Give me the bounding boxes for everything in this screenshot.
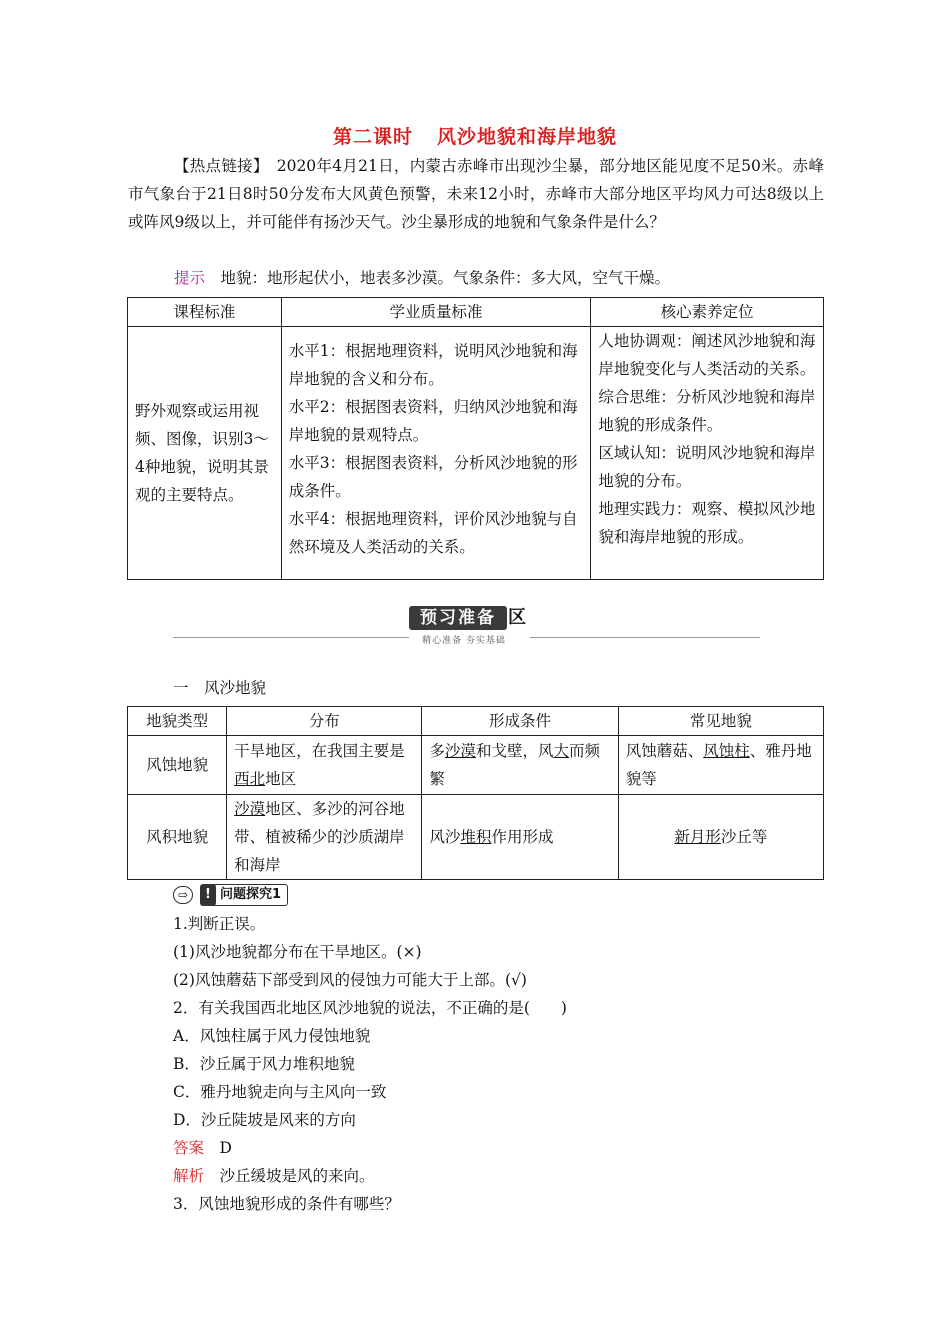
underlined-span: 大 xyxy=(553,742,569,760)
analysis-line xyxy=(173,1162,823,1190)
page-title xyxy=(0,122,950,149)
question-2: 2．有关我国西北地区风沙地貌的说法，不正确的是( ) xyxy=(173,999,567,1017)
text-span: 多 xyxy=(429,742,445,760)
intro-paragraph xyxy=(128,152,824,236)
underlined-span: 沙漠 xyxy=(234,800,266,818)
header-course: 课程标准 xyxy=(128,298,282,327)
text-span: 、雅丹地貌等 xyxy=(625,742,812,788)
text-span: 风沙 xyxy=(429,828,461,846)
hint-label: 提示 xyxy=(174,269,206,287)
standards-header-row xyxy=(128,298,824,327)
answer-value: D xyxy=(219,1139,232,1157)
analysis-text: 沙丘缓坡是风的来向。 xyxy=(219,1167,375,1185)
text-span: 风蚀蘑菇、 xyxy=(625,742,704,760)
table-row xyxy=(128,795,824,880)
table-row xyxy=(128,736,824,795)
underlined-span: 堆积 xyxy=(460,828,492,846)
text-span: 和戈壁，风 xyxy=(475,742,554,760)
quality-level-1: 水平1：根据地理资料，说明风沙地貌和海岸地貌的含义和分布。 xyxy=(288,342,578,388)
lf-cond xyxy=(422,736,618,795)
banner-qu: 区 xyxy=(508,607,526,628)
lf-type: 风蚀地貌 xyxy=(128,736,227,795)
analysis-label: 解析 xyxy=(173,1167,205,1185)
explore-label-box xyxy=(201,884,288,906)
quality-standard-cell xyxy=(281,327,591,580)
lf-type: 风积地貌 xyxy=(128,795,227,880)
answer-line xyxy=(173,1134,823,1162)
option-a: A．风蚀柱属于风力侵蚀地貌 xyxy=(173,1027,371,1045)
exclamation-icon: ! xyxy=(200,884,216,906)
quality-level-2: 水平2：根据图表资料，归纳风沙地貌和海岸地貌的景观特点。 xyxy=(288,398,578,444)
intro-tag: 【热点链接】 xyxy=(174,157,261,175)
header-literacy: 核心素养定位 xyxy=(591,298,824,327)
lf-header-common: 常见地貌 xyxy=(618,707,823,736)
lf-common xyxy=(618,736,823,795)
explore-label: 问题探究1 xyxy=(220,887,282,902)
lf-common xyxy=(618,795,823,880)
arrow-right-icon: ⇨ xyxy=(173,886,193,904)
banner-line-left xyxy=(173,637,409,638)
title-part2: 风沙地貌和海岸地貌 xyxy=(437,126,618,148)
standards-body-row xyxy=(128,327,824,580)
text-span: 干旱地区，在我国主要是 xyxy=(234,742,405,760)
lf-header-cond: 形成条件 xyxy=(422,707,618,736)
underlined-span: 新月形 xyxy=(674,828,721,846)
question-1a: (1)风沙地貌都分布在干旱地区。(×) xyxy=(173,943,422,961)
lf-dist xyxy=(227,795,422,880)
literacy-3: 区域认知：说明风沙地貌和海岸地貌的分布。 xyxy=(598,444,816,490)
question-3: 3．风蚀地貌形成的条件有哪些？ xyxy=(173,1195,400,1213)
banner-subtitle: 精心准备 夯实基础 xyxy=(409,633,519,646)
header-quality: 学业质量标准 xyxy=(281,298,591,327)
question-1: 1.判断正误。 xyxy=(173,915,266,933)
hint-line xyxy=(128,264,824,292)
option-d: D．沙丘陡坡是风来的方向 xyxy=(173,1111,356,1129)
underlined-span: 西北 xyxy=(234,770,266,788)
text-span: 地区、多沙的河谷地带、植被稀少的沙质湖岸和海岸 xyxy=(234,800,405,874)
underlined-span: 沙漠 xyxy=(444,742,476,760)
underlined-span: 风蚀柱 xyxy=(703,742,750,760)
literacy-cell xyxy=(591,327,824,580)
hint-text: 地貌：地形起伏小，地表多沙漠。气象条件：多大风，空气干燥。 xyxy=(220,269,671,287)
answer-label: 答案 xyxy=(173,1139,205,1157)
question-1b: (2)风蚀蘑菇下部受到风的侵蚀力可能大于上部。(√) xyxy=(173,971,527,989)
text-span: 沙丘等 xyxy=(720,828,768,846)
quality-level-3: 水平3：根据图表资料，分析风沙地貌的形成条件。 xyxy=(288,454,578,500)
section-title: 一 风沙地貌 xyxy=(173,679,267,697)
literacy-2: 综合思维：分析风沙地貌和海岸地貌的形成条件。 xyxy=(598,388,816,434)
literacy-4: 地理实践力：观察、模拟风沙地貌和海岸地貌的形成。 xyxy=(598,500,816,546)
banner-line-right xyxy=(530,637,760,638)
lf-header-dist: 分布 xyxy=(227,707,422,736)
text-span: 作用形成 xyxy=(491,828,554,846)
text-span: 地区 xyxy=(265,770,297,788)
lf-cond xyxy=(422,795,618,880)
banner-title: 预习准备 xyxy=(409,606,507,630)
lf-dist xyxy=(227,736,422,795)
option-b: B．沙丘属于风力堆积地貌 xyxy=(173,1055,355,1073)
title-part1: 第二课时 xyxy=(332,126,413,148)
landform-header-row xyxy=(128,707,824,736)
text-span: 而频繁 xyxy=(429,742,600,788)
course-standard-cell: 野外观察或运用视频、图像，识别3～4种地貌，说明其景观的主要特点。 xyxy=(128,327,282,580)
landform-table xyxy=(127,706,824,880)
quality-level-4: 水平4：根据地理资料，评价风沙地貌与自然环境及人类活动的关系。 xyxy=(288,510,578,556)
option-c: C．雅丹地貌走向与主风向一致 xyxy=(173,1083,387,1101)
intro-text: 2020年4月21日，内蒙古赤峰市出现沙尘暴，部分地区能见度不足50米。赤峰市气象台于21日8时50分发布大风黄色预警，未来12小时，赤峰市大部分地区平均风力可达8级以上或阵风9级以上，并可能伴有扬沙天气。沙尘暴形成的地貌和气象条件是什么？ xyxy=(128,157,824,231)
lf-header-type: 地貌类型 xyxy=(128,707,227,736)
standards-table xyxy=(127,297,824,580)
literacy-1: 人地协调观：阐述风沙地貌和海岸地貌变化与人类活动的关系。 xyxy=(598,332,816,378)
